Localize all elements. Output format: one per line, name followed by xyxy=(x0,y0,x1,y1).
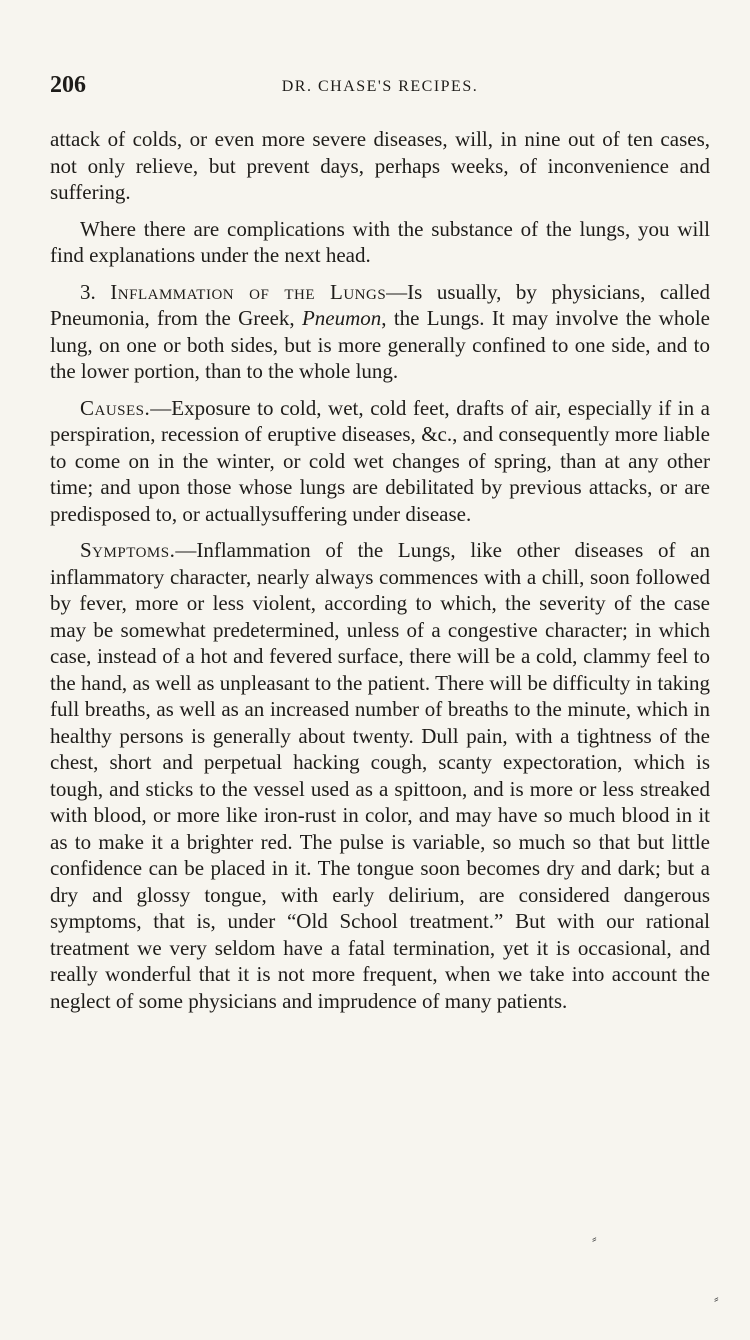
paragraph-continued xyxy=(50,126,710,206)
page-number: 206 xyxy=(50,72,86,98)
section-heading: Inflammation of the Lungs xyxy=(110,279,387,304)
book-page xyxy=(50,72,710,1024)
section-inflammation xyxy=(50,279,710,385)
paragraph-text: attack of colds, or even more severe diseases, will, in nine out of ten cases, not only relieve, but prevent days, perhaps weeks, of inconvenience and suffering. xyxy=(50,127,710,204)
symptoms-heading: Symptoms. xyxy=(80,538,176,562)
ink-speck: ⸗ xyxy=(714,1292,719,1307)
symptoms-text: —Inflammation of the Lungs, like other diseases of an inflammatory character, nearly always commences with a chill, soon followed by fever, more or less violent, according to which, the severity of the case may be somewhat predetermined, unless of a congestive character; in which case, instead of a hot and fevered surface, there will be a cold, clammy feel to the hand, as well as unpleasant to the patient. There will be difficulty in taking full breaths, as well as an increased number of breaths to the minute, which in healthy persons is generally about twenty. Dull pain, with a tightness of the chest, short and perpetual hacking cough, scanty expectoration, which is tough, and sticks to the vessel used as a spittoon, and is more or less streaked with blood, or more like iron-rust in color, and may have so much blood in it as to make it a brighter red. The pulse is variable, so much so that but little confidence can be placed in it. The tongue soon becomes dry and dark; but a dry and glossy tongue, with early delirium, are considered dangerous symptoms, that is, under “Old School treatment.” But with our rational treatment we very seldom have a fatal termination, yet it is occasional, and really wonderful that it is not more frequent, when we take into account the neglect of some physicians and imprudence of many patients. xyxy=(50,538,710,1013)
section-number: 3. xyxy=(80,279,96,304)
paragraph-symptoms xyxy=(50,537,710,1014)
paragraph-complications xyxy=(50,216,710,269)
page-header xyxy=(50,72,710,112)
paragraph-causes xyxy=(50,395,710,528)
running-title: DR. CHASE'S RECIPES. xyxy=(281,78,479,95)
greek-term: Pneumon xyxy=(301,306,382,330)
section-text-a: —Is usually, by physicians, called Pneumonia, from the Greek, xyxy=(50,279,710,330)
causes-heading: Causes. xyxy=(80,395,151,420)
ink-speck: ⸗ xyxy=(592,1232,597,1247)
paragraph-text: Where there are complications with the substance of the lungs, you will find explanations under the next head. xyxy=(50,216,710,267)
section-text-b: , the Lungs. It may involve the whole lung, on one or both sides, but is more generally confined to one side, and to the lower portion, than to the whole lung. xyxy=(50,306,710,383)
causes-text: —Exposure to cold, wet, cold feet, drafts of air, especially if in a perspiration, recession of eruptive diseases, &c., and consequently more liable to come on in the winter, or cold wet changes of spring, than at any other time; and upon those whose lungs are debilitated by previous attacks, or are predisposed to, or actuallysuffering under disease. xyxy=(50,395,710,526)
